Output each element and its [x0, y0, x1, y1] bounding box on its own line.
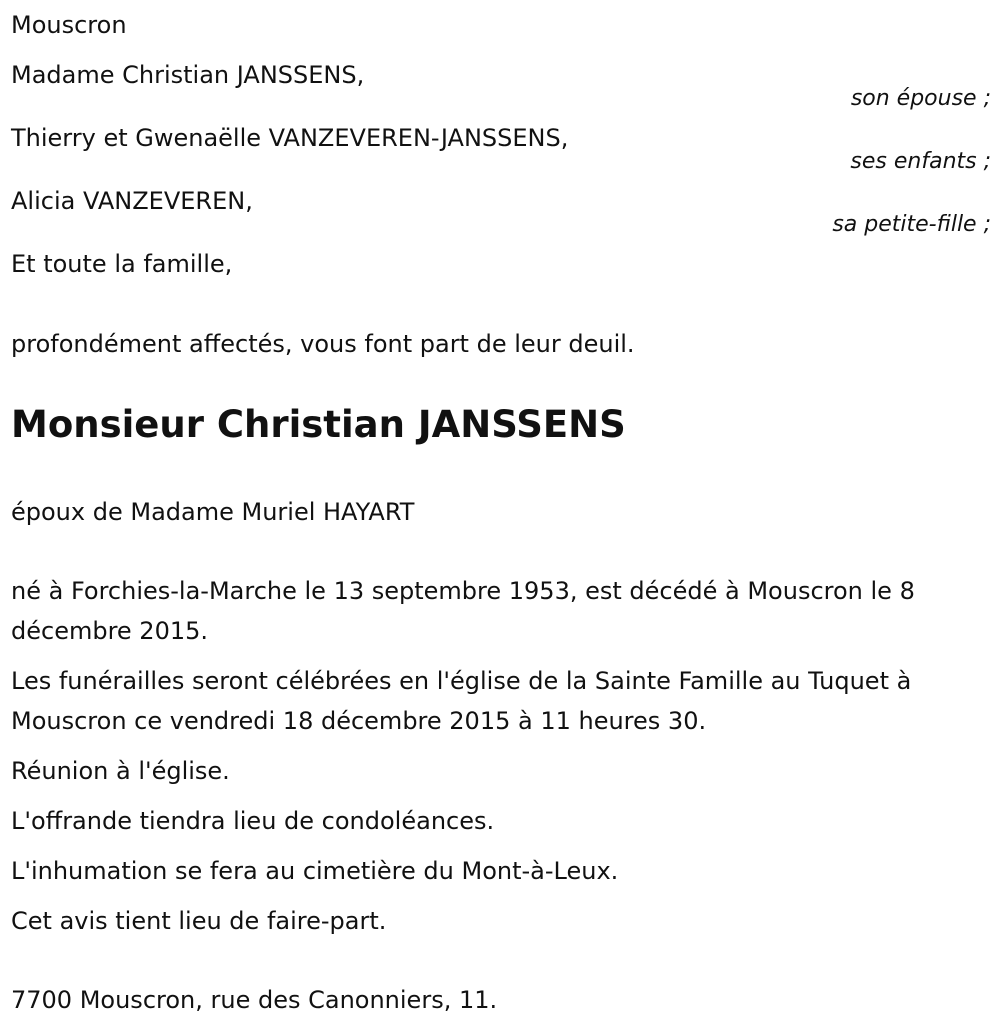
spouse-line: époux de Madame Muriel HAYART [11, 498, 415, 526]
relation-granddaughter: sa petite-fille ; [832, 212, 991, 237]
city-heading: Mouscron [11, 11, 127, 39]
address-line: 7700 Mouscron, rue des Canonniers, 11. [11, 986, 498, 1014]
relation-spouse: son épouse ; [850, 86, 991, 111]
burial-line: L'inhumation se fera au cimetière du Mont-à-Leux. [11, 857, 619, 885]
announcement-text: profondément affectés, vous font part de leur deuil. [11, 330, 635, 358]
funeral-paragraph: Les funérailles seront célébrées en l'église de la Sainte Famille au Tuquet à Mouscron ce vendredi 18 décembre 2015 à 11 heures 30. [11, 667, 912, 735]
reunion-line: Réunion à l'église. [11, 757, 230, 785]
deceased-name: Monsieur Christian JANSSENS [11, 403, 626, 446]
family-member-granddaughter: Alicia VANZEVEREN, [11, 187, 253, 215]
notice-line: Cet avis tient lieu de faire-part. [11, 907, 387, 935]
family-member-extended: Et toute la famille, [11, 250, 233, 278]
family-member-spouse: Madame Christian JANSSENS, [11, 61, 365, 89]
family-member-children: Thierry et Gwenaëlle VANZEVEREN-JANSSENS, [11, 124, 569, 152]
relation-children: ses enfants ; [850, 149, 991, 174]
birth-death-paragraph: né à Forchies-la-Marche le 13 septembre 1953, est décédé à Mouscron le 8 décembre 2015. [11, 577, 915, 645]
offering-line: L'offrande tiendra lieu de condoléances. [11, 807, 495, 835]
obituary-notice [11, 0, 991, 1033]
